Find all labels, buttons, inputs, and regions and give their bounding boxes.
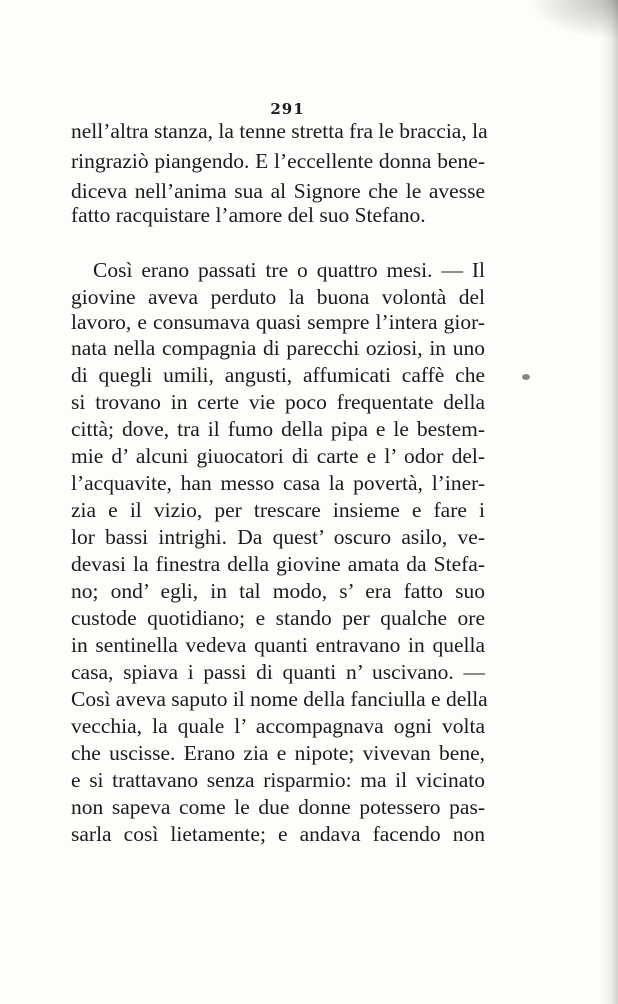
text-line: lor bassi intrighi. Da quest’ oscuro asilo, ve- [71, 525, 485, 549]
text-line: zia e il vizio, per trescare insieme e fare i [71, 498, 485, 522]
text-line: casa, spiava i passi di quanti n’ uscivano. — [71, 660, 485, 684]
text-line: custode quotidiano; e stando per qualche ore [71, 606, 485, 630]
text-line: si trovano in certe vie poco frequentate della [71, 390, 485, 414]
text-line: mie d’ alcuni giuocatori di carte e l’ odor del- [71, 444, 485, 468]
text-line: devasi la finestra della giovine amata da Stefa- [71, 552, 485, 576]
text-line: fatto racquistare l’amore del suo Stefano. [71, 203, 426, 227]
text-line: lavoro, e consumava quasi sempre l’intera gior- [71, 310, 485, 334]
text-line: diceva nell’anima sua al Signore che le avesse [71, 179, 485, 203]
text-line: l’acquavite, han messo casa la povertà, l’iner- [71, 471, 485, 495]
page-number: 291 [270, 100, 305, 118]
text-line: che uscisse. Erano zia e nipote; vivevan bene, [71, 741, 485, 765]
text-line: città; dove, tra il fumo della pipa e le bestem- [71, 417, 485, 441]
ink-speck [522, 374, 530, 380]
page-edge-shadow [600, 0, 618, 1004]
corner-smudge [528, 0, 618, 40]
text-line: e si trattavano senza risparmio: ma il vicinato [71, 768, 485, 792]
text-line: in sentinella vedeva quanti entravano in quella [71, 633, 485, 657]
text-line: vecchia, la quale l’ accompagnava ogni volta [71, 714, 485, 738]
text-line: nell’altra stanza, la tenne stretta fra le braccia, la [71, 119, 488, 143]
text-line: Così aveva saputo il nome della fanciulla e della [71, 687, 488, 711]
text-line: sarla così lietamente; e andava facendo non [71, 822, 485, 846]
text-line: Così erano passati tre o quattro mesi. — Il [93, 258, 485, 282]
text-line: nata nella compagnia di parecchi oziosi, in uno [71, 336, 485, 360]
text-line: di quegli umili, angusti, affumicati caffè che [71, 363, 485, 387]
text-line: giovine aveva perduto la buona volontà del [71, 285, 485, 309]
text-line: ringraziò piangendo. E l’eccellente donna bene- [71, 149, 485, 173]
text-line: no; ond’ egli, in tal modo, s’ era fatto suo [71, 579, 485, 603]
text-line: non sapeva come le due donne potessero pas- [71, 795, 485, 819]
